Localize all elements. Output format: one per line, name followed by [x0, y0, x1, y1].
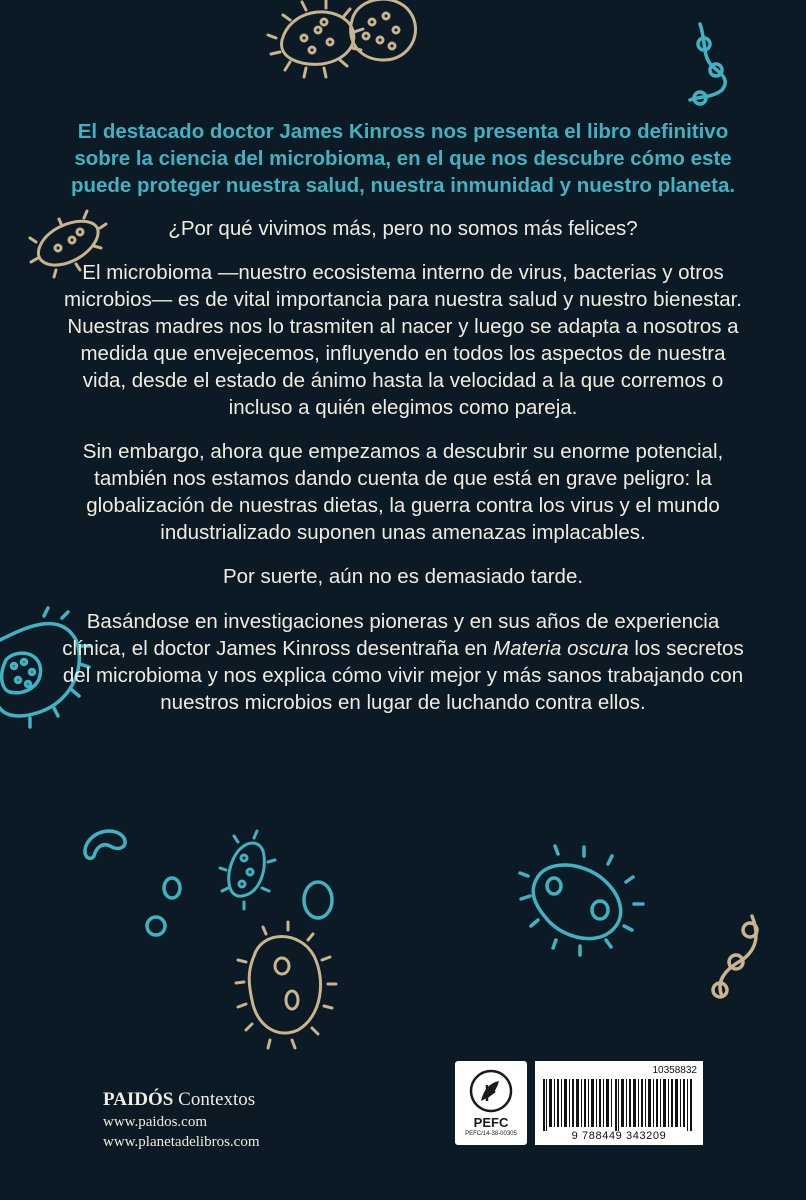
microbe-bottom-right-teal — [520, 846, 643, 955]
microbe-chain-bottom-right — [713, 916, 757, 997]
body-paragraph-3: Por suerte, aún no es demasiado tarde. — [222, 565, 584, 588]
pefc-code: PEFC/14-38-00305 — [465, 1131, 517, 1137]
body-paragraph-2: Sin embargo, ahora que empezamos a descubrir su enorme potencial, también nos estamos dando cuenta de que está en grave peligro: la globalización de nuestras dietas, la guerra contra los virus y el mundo industrializado suponen unas amenazas implacables. — [82, 440, 724, 544]
microbe-top-left — [268, 0, 363, 77]
lead-paragraph: El destacado doctor James Kinross nos presenta el libro definitivo sobre la ciencia del microbioma, en el que nos descubre cómo este puede proteger nuestra salud, nuestra inmunidad y nuestro planeta. — [70, 120, 736, 197]
pefc-certification — [455, 1061, 527, 1145]
microbe-bottom-left-center — [220, 831, 275, 909]
isbn-barcode — [535, 1061, 703, 1145]
isbn-number: 9 788449 343209 — [571, 1130, 667, 1142]
question-paragraph: ¿Por qué vivimos más, pero no somos más felices? — [168, 217, 638, 240]
barcode-top-code: 10358832 — [652, 1065, 697, 1076]
body-paragraph-4-start: Basándose en investigaciones pioneras y en sus años de experiencia clínica, el doctor James Kinross desentraña en — [62, 610, 720, 660]
body-paragraph-4 — [60, 608, 746, 716]
publisher-line — [103, 1088, 259, 1112]
body-paragraph-1: El microbioma —nuestro ecosistema interno de virus, bacterias y otros microbios— es de vital importancia para nuestra salud y nuestro bienestar. Nuestras madres nos lo trasmiten al nacer y luego se adapta a nosotros a medida que envejecemos, influyendo en todos los aspectos de nuestra vida, desde el estado de ánimo hasta la velocidad a la que corremos o incluso a quién elegimos como pareja. — [64, 261, 742, 419]
back-cover-text — [60, 118, 746, 733]
pefc-label: PEFC — [473, 1115, 509, 1130]
body-paragraph-4-end: los secretos del microbioma y nos explica cómo vivir mejor y más sanos trabajando con nuestros microbios en lugar de luchando contra ellos. — [62, 637, 744, 714]
book-title-italic: Materia oscura — [493, 637, 629, 660]
collection-name: Contextos — [178, 1089, 256, 1110]
microbe-bottom-gold-oval — [236, 922, 336, 1048]
publisher-url-1: www.paidos.com — [103, 1114, 208, 1130]
microbe-chain-top-right — [690, 24, 725, 104]
publisher-url-2: www.planetadelibros.com — [103, 1134, 260, 1150]
publisher-name: PAIDÓS — [103, 1089, 174, 1110]
publisher-block — [103, 1088, 259, 1152]
microbe-bottom-left-teal — [85, 831, 332, 935]
